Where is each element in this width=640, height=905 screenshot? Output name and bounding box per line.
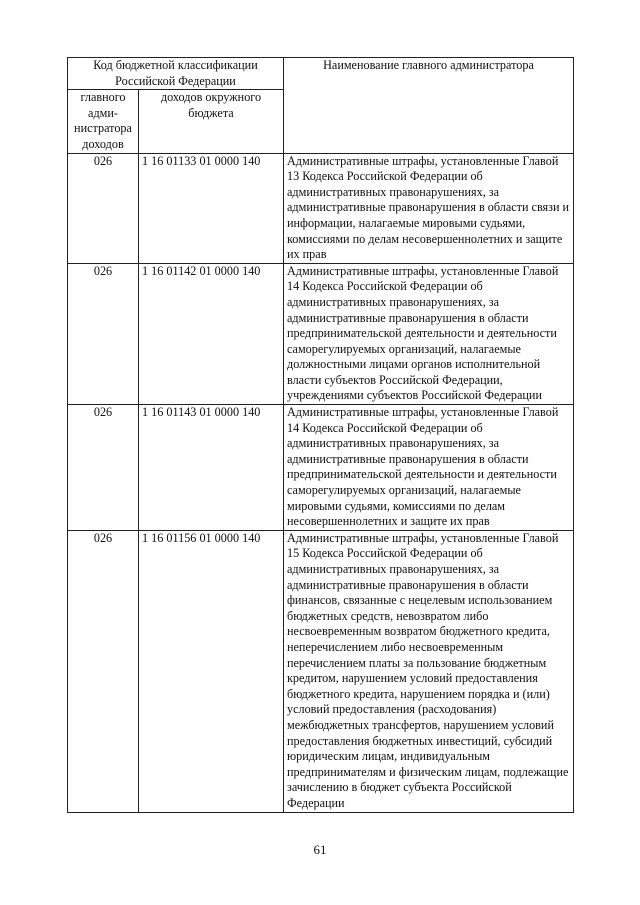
table-row	[68, 405, 574, 531]
header-chief-administrator: главного адми-нистратора доходов	[68, 90, 139, 153]
admin-code-cell: 026	[68, 405, 139, 531]
revenue-code-cell: 1 16 01143 01 0000 140	[139, 405, 284, 531]
administrator-name-cell: Административные штрафы, установленные Главой 14 Кодекса Российской Федерации об административных правонарушениях, за административные правонарушения в области предпринимательской деятельности и деятельности саморегулируемых организаций, налагаемые мировыми судьями, комиссиями по делам несовершеннолетних и защите их прав	[284, 405, 574, 531]
revenue-code-cell: 1 16 01142 01 0000 140	[139, 263, 284, 404]
table-header-row	[68, 58, 574, 90]
header-district-budget-revenues: доходов окружного бюджета	[139, 90, 284, 153]
table-row	[68, 153, 574, 263]
header-administrator-name: Наименование главного администратора	[284, 58, 574, 154]
administrator-name-cell: Административные штрафы, установленные Главой 13 Кодекса Российской Федерации об административных правонарушениях, за административные правонарушения в области связи и информации, налагаемые мировыми судьями, комиссиями по делам несовершеннолетних и защите их прав	[284, 153, 574, 263]
page-number: 61	[313, 842, 327, 857]
header-classification-code: Код бюджетной классификации Российской Федерации	[68, 58, 284, 90]
revenue-code-cell: 1 16 01133 01 0000 140	[139, 153, 284, 263]
revenue-code-cell: 1 16 01156 01 0000 140	[139, 530, 284, 812]
administrator-name-cell: Административные штрафы, установленные Главой 15 Кодекса Российской Федерации об административных правонарушениях, за административные правонарушения в области финансов, связанные с нецелевым использованием бюджетных средств, невозвратом либо несвоевременным возвратом бюджетного кредита, неперечислением либо несвоевременным перечислением платы за пользование бюджетным кредитом, нарушением условий предоставления бюджетного кредита, нарушением порядка и (или) условий предоставления (расходования) межбюджетных трансфертов, нарушением условий предоставления бюджетных инвестиций, субсидий юридическим лицам, индивидуальным предпринимателям и физическим лицам, подлежащие зачислению в бюджет субъекта Российской Федерации	[284, 530, 574, 812]
administrator-name-cell: Административные штрафы, установленные Главой 14 Кодекса Российской Федерации об административных правонарушениях, за административные правонарушения в области предпринимательской деятельности и деятельности саморегулируемых организаций, налагаемые должностными лицами органов исполнительной власти субъектов Российской Федерации, учреждениями субъектов Российской Федерации	[284, 263, 574, 404]
table-row	[68, 263, 574, 404]
table-row	[68, 530, 574, 812]
admin-code-cell: 026	[68, 153, 139, 263]
admin-code-cell: 026	[68, 263, 139, 404]
admin-code-cell: 026	[68, 530, 139, 812]
budget-classification-table	[67, 57, 574, 813]
